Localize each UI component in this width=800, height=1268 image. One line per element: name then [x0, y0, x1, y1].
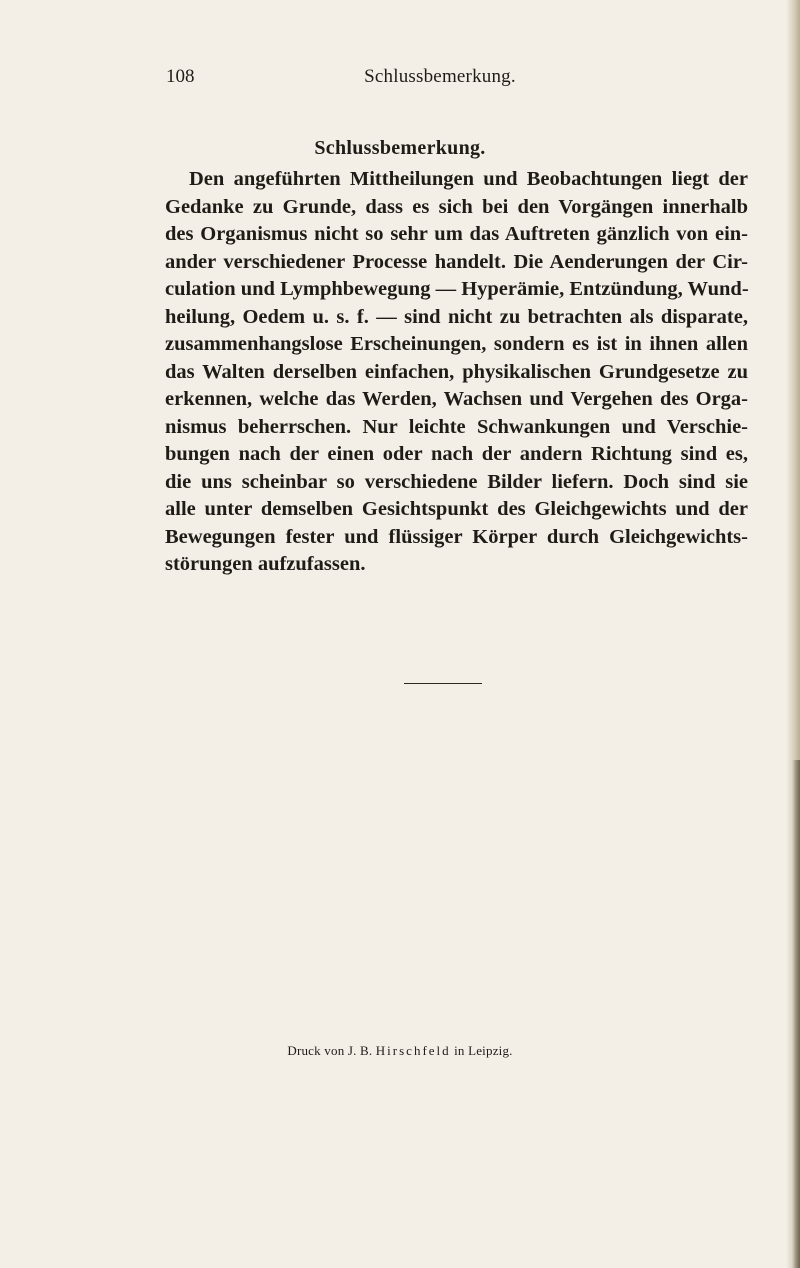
running-head — [166, 66, 744, 92]
text-line: nismus beherrschen. Nur leichte Schwankungen und Verschie- — [165, 415, 748, 438]
page-number: 108 — [166, 66, 195, 87]
text-line: Den angeführten Mittheilungen und Beobachtungen liegt der — [189, 168, 748, 190]
imprint-suffix: in Leipzig. — [454, 1043, 513, 1058]
printer-imprint — [0, 1043, 800, 1059]
section-heading: Schlussbemerkung. — [314, 137, 486, 159]
imprint-prefix: Druck von J. B. — [287, 1043, 373, 1058]
text-line: alle unter demselben Gesichtspunkt des Gleichgewichts und der — [165, 498, 748, 520]
text-line: die uns scheinbar so verschiedene Bilder liefern. Doch sind sie — [165, 470, 748, 493]
text-line: bungen nach der einen oder nach der andern Richtung sind es, — [165, 443, 748, 465]
text-line: störungen aufzufassen. — [165, 553, 366, 575]
running-title: Schlussbemerkung. — [364, 66, 516, 87]
text-line: des Organismus nicht so sehr um das Auftreten gänzlich von ein- — [165, 223, 748, 245]
text-line: culation und Lymphbewegung — Hyperämie, Entzündung, Wund- — [165, 278, 749, 300]
imprint-printer: Hirschfeld — [375, 1043, 451, 1058]
text-line: erkennen, welche das Werden, Wachsen und Vergehen des Orga- — [165, 388, 748, 410]
text-line: das Walten derselben einfachen, physikalischen Grundgesetze zu — [165, 360, 748, 383]
text-line: ander verschiedener Processe handelt. Die Aenderungen der Cir- — [165, 250, 748, 273]
text-line: Bewegungen fester und flüssiger Körper durch Gleichgewichts- — [165, 525, 748, 548]
text-line: Gedanke zu Grunde, dass es sich bei den Vorgängen innerhalb — [165, 195, 748, 218]
body-paragraph — [165, 166, 748, 579]
text-line: heilung, Oedem u. s. f. — sind nicht zu betrachten als disparate, — [165, 305, 748, 328]
page-edge-wear — [792, 760, 800, 1268]
text-line: zusammenhangslose Erscheinungen, sondern es ist in ihnen allen — [165, 333, 748, 355]
end-rule — [404, 683, 482, 684]
